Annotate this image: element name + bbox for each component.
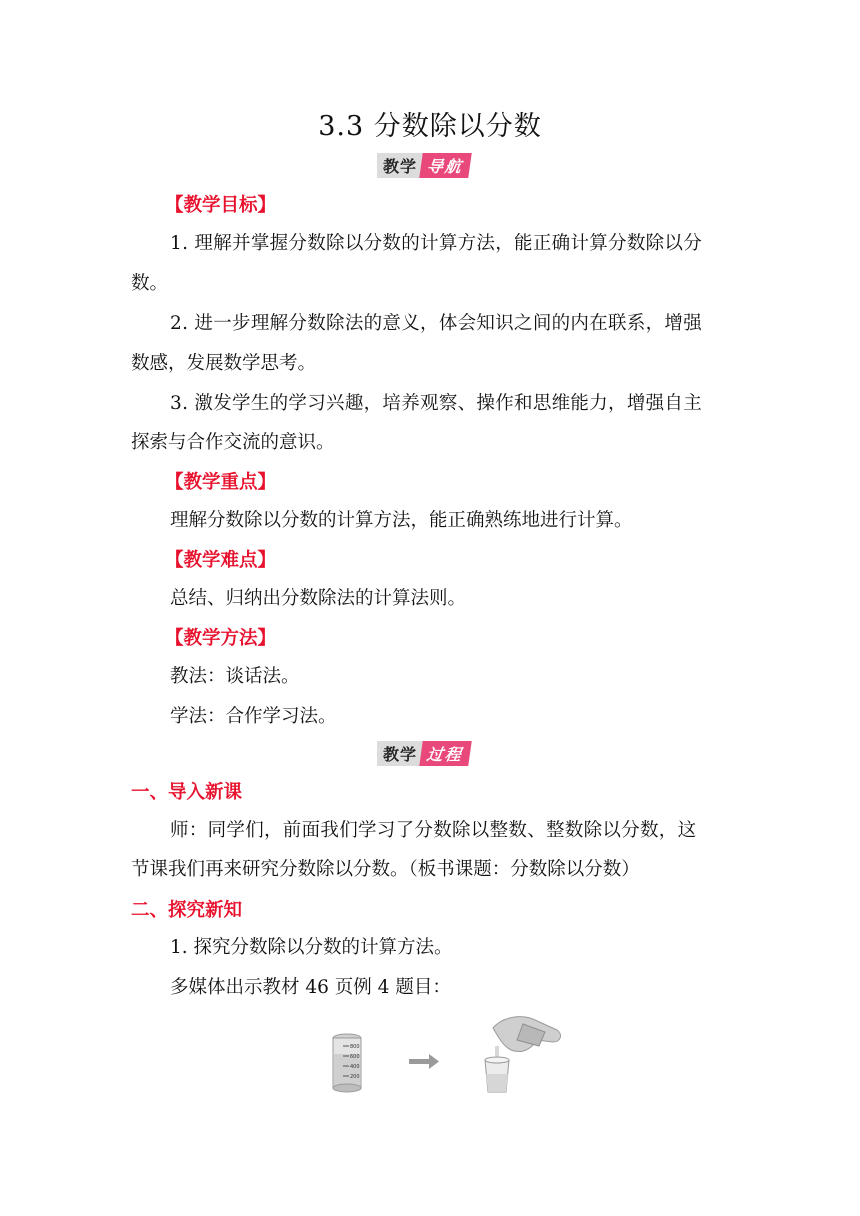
goal-1-line-2: 数。 [131,273,169,294]
badge-right-label: 导航 [419,153,472,178]
badge-left-label: 教学 [377,153,423,178]
goal-2-line-2: 数感，发展数学思考。 [131,353,317,374]
right-arrow-icon [409,1054,439,1069]
goal-1-line-1: 1. 理解并掌握分数除以分数的计算方法，能正确计算分数除以分 [170,233,703,254]
difficulties-text: 总结、归纳出分数除法的计算法则。 [170,588,467,609]
goal-3-line-1: 3. 激发学生的学习兴趣，培养观察、操作和思维能力，增强自主 [170,393,703,414]
goal-3-line-2: 探索与合作交流的意识。 [131,432,335,453]
section-1-heading: 一、导入新课 [131,782,243,803]
badge-left-label: 教学 [377,741,423,766]
learning-method: 学法：合作学习法。 [170,706,337,727]
key-points-text: 理解分数除以分数的计算方法，能正确熟练地进行计算。 [170,510,633,531]
teaching-process-badge [377,741,470,766]
goals-heading: 【教学目标】 [165,195,277,216]
example-illustration [325,1010,575,1100]
badge-right-label: 过程 [419,741,472,766]
teaching-method: 教法：谈话法。 [170,666,300,687]
tick-label: 600 [350,1054,360,1060]
tick-label: 200 [350,1074,360,1080]
section-1-line-2: 节课我们再来研究分数除以分数。（板书课题：分数除以分数） [131,859,640,880]
section-1-line-1: 师：同学们，前面我们学习了分数除以整数、整数除以分数，这 [170,820,697,841]
page-title: 3.3 分数除以分数 [318,111,542,142]
tick-label: 400 [350,1064,360,1070]
methods-heading: 【教学方法】 [165,628,277,649]
goal-2-line-1: 2. 进一步理解分数除法的意义，体会知识之间的内在联系，增强 [170,313,703,334]
key-points-heading: 【教学重点】 [165,472,277,493]
glass-cup-icon [485,1057,509,1092]
teaching-nav-badge [377,153,470,178]
section-2-step-1: 1. 探究分数除以分数的计算方法。 [170,937,453,958]
section-2-media-note: 多媒体出示教材 46 页例 4 题目： [170,977,451,998]
difficulties-heading: 【教学难点】 [165,550,277,571]
tick-label: 800 [350,1044,360,1050]
pouring-hand-icon [493,1017,560,1060]
measuring-cylinder-icon [333,1034,361,1092]
section-2-heading: 二、探究新知 [131,900,243,921]
